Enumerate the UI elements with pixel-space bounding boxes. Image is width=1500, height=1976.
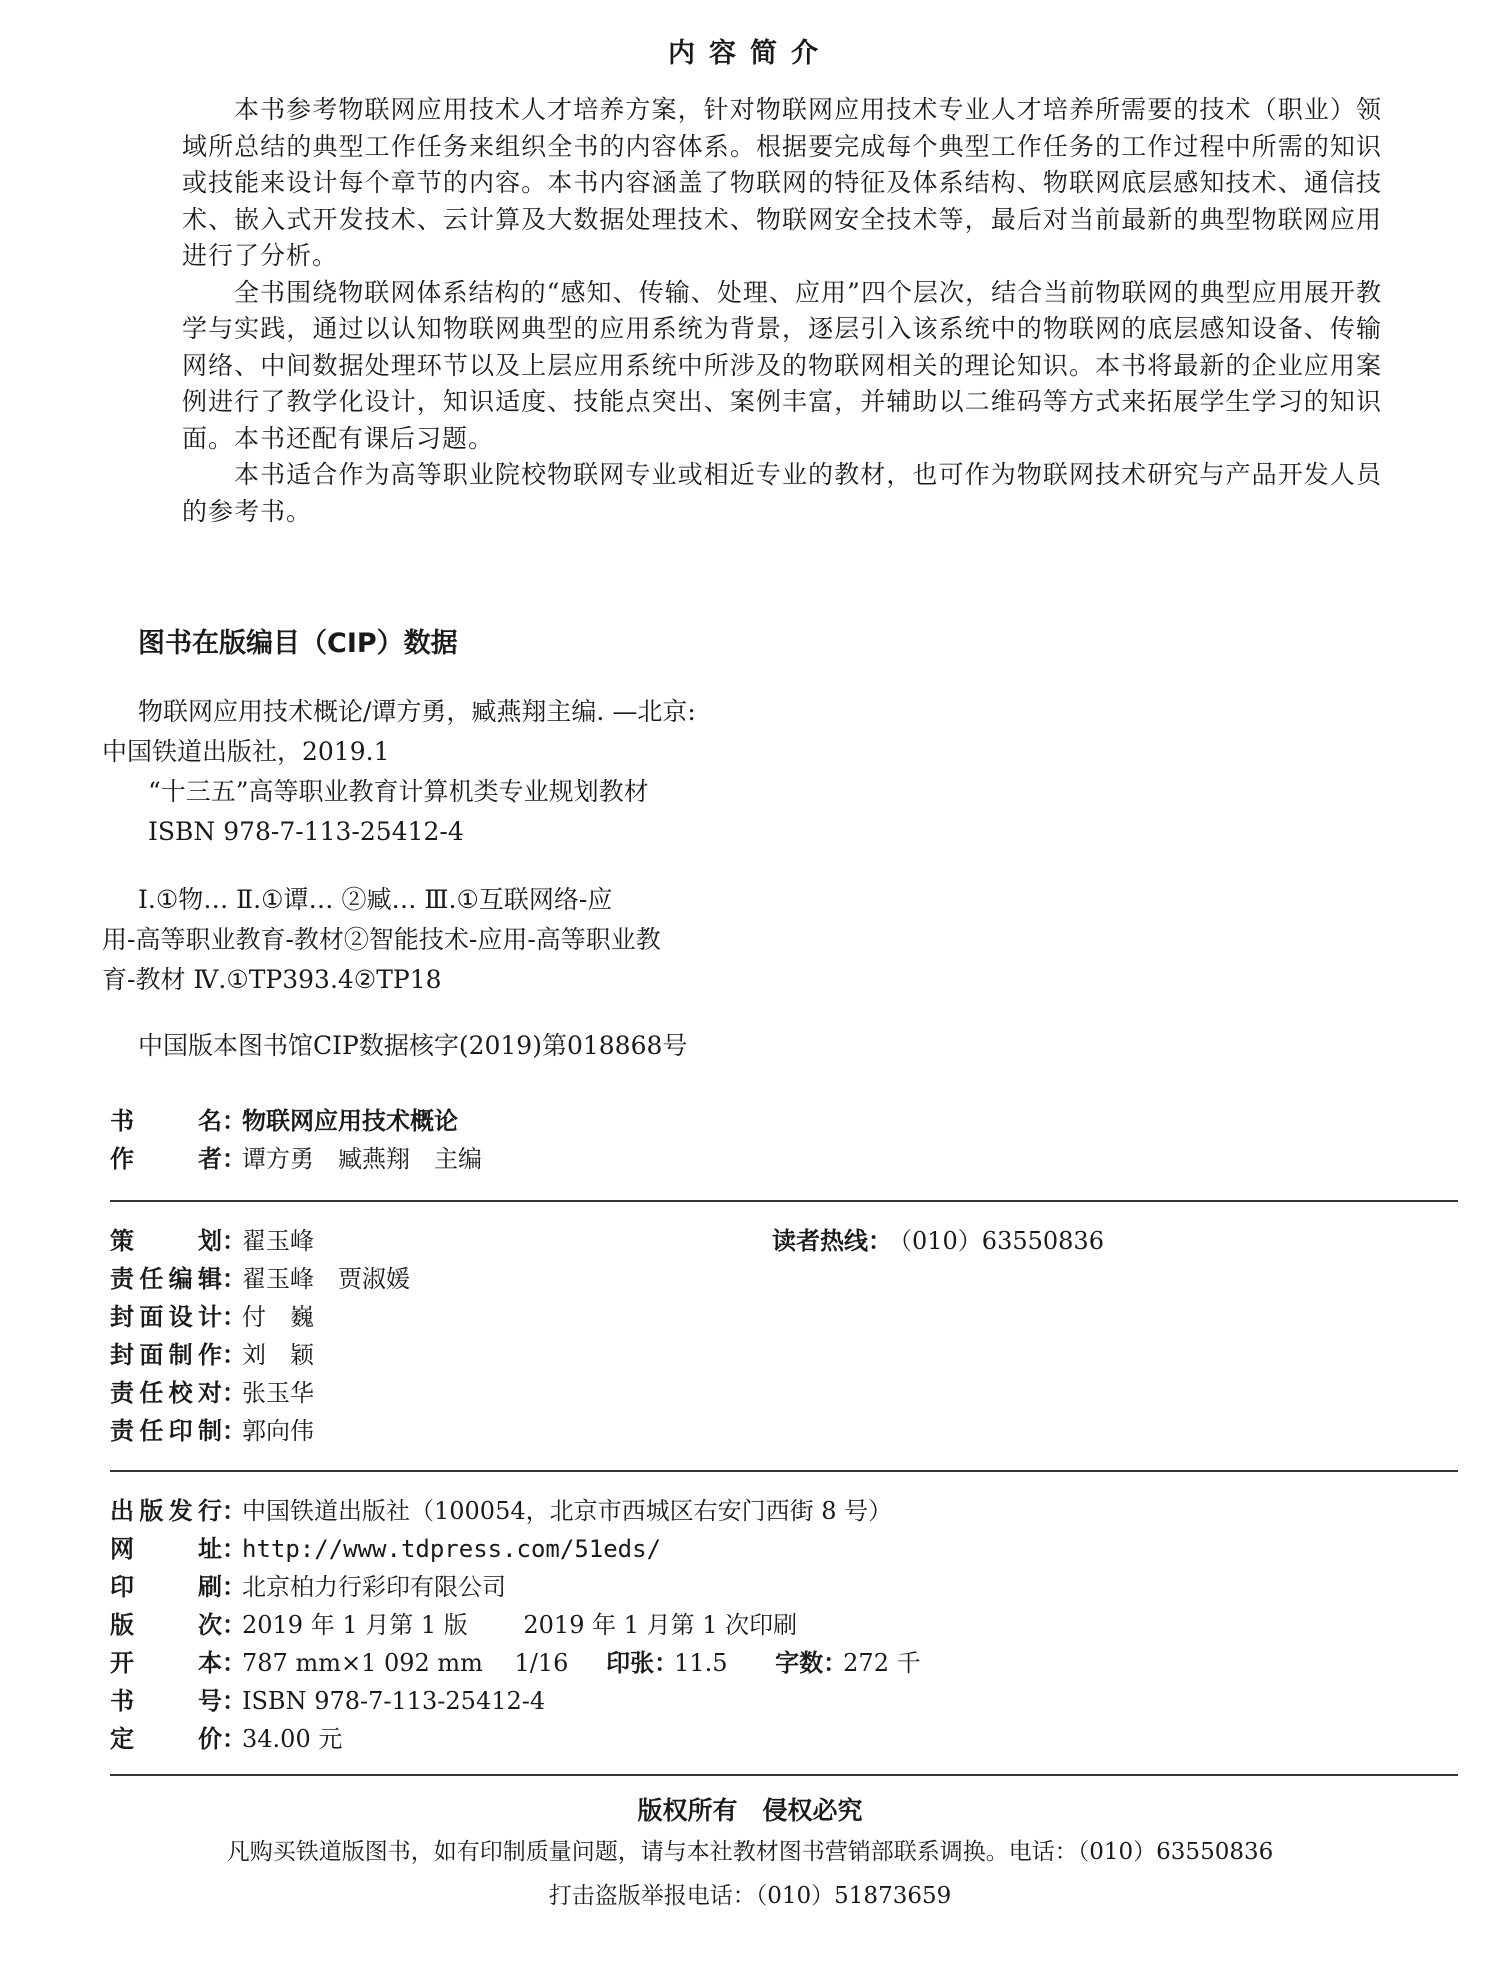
isbn-row [110,1682,545,1720]
colon: ： [222,1534,246,1563]
piracy-hotline: 打击盗版举报电话：（010）51873659 [548,1883,952,1909]
url-value: http://www.tdpress.com/51eds/ [242,1535,662,1563]
rights-notice [0,1792,1500,1830]
price-value: 34.00 元 [242,1725,343,1753]
cip-record-line: 物联网应用技术概论/谭方勇，臧燕翔主编. —北京: [138,697,696,726]
hotline-value: （010）63550836 [888,1227,1104,1255]
rights-text: 版权所有 侵权必究 [637,1796,863,1825]
printing-supervisor-label: 责任印制 [110,1417,222,1445]
proofreader-row [110,1374,314,1412]
colon: ： [222,1106,246,1135]
edition-label: 版次 [110,1611,222,1639]
cip-class-line: 用-高等职业教育-教材②智能技术-应用-高等职业教 [102,925,661,954]
colon: ： [222,1648,246,1677]
printer-label: 印刷 [110,1573,222,1601]
cover-production-label: 封面制作 [110,1341,222,1369]
publisher-row [110,1492,892,1530]
colon: ： [222,1144,246,1173]
colon: ： [222,1302,246,1331]
editor-row [110,1260,410,1298]
sheets-label: 印张 [606,1649,655,1677]
colon: ： [654,1648,679,1677]
divider [110,1200,1458,1202]
colon: ： [222,1496,246,1525]
planner-value: 翟玉峰 [242,1227,314,1255]
editor-label: 责任编辑 [110,1265,222,1293]
editor-value: 翟玉峰 贾淑媛 [242,1265,410,1293]
proofreader-label: 责任校对 [110,1379,222,1407]
cip-approval [102,1026,862,1066]
printing-supervisor-row [110,1412,314,1450]
wordcount-label: 字数 [775,1649,824,1677]
price-label: 定价 [110,1725,222,1753]
cover-design-label: 封面设计 [110,1303,222,1331]
cover-design-row [110,1298,314,1336]
reader-hotline [772,1222,1104,1260]
colon: ： [222,1610,246,1639]
book-author-value: 谭方勇 臧燕翔 主编 [242,1145,482,1173]
cip-record-line: ISBN 978-7-113-25412-4 [148,817,464,846]
book-title-value: 物联网应用技术概论 [242,1107,458,1135]
divider [110,1470,1458,1472]
planner-row [110,1222,314,1260]
cip-approval-line: 中国版本图书馆CIP数据核字(2019)第018868号 [138,1031,688,1060]
edition-row [110,1606,797,1644]
cip-record-line: 中国铁道出版社，2019.1 [102,737,390,766]
price-row [110,1720,342,1758]
isbn-label: 书号 [110,1687,222,1715]
planner-label: 策划 [110,1227,222,1255]
sheets-value: 11.5 [674,1649,728,1677]
printer-value: 北京柏力行彩印有限公司 [242,1573,506,1601]
cip-heading: 图书在版编目（CIP）数据 [138,628,458,659]
hotline-label: 读者热线 [772,1227,868,1255]
publisher-value: 中国铁道出版社（100054，北京市西城区右安门西街 8 号） [242,1497,893,1525]
summary-paragraph-2: 全书围绕物联网体系结构的“感知、传输、处理、应用”四个层次，结合当前物联网的典型应用展开教学与实践，通过以认知物联网典型的应用系统为背景，逐层引入该系统中的物联网的底层感知设备、传输网络、中间数据处理环节以及上层应用系统中所涉及的物联网相关的理论知识。本书将最新的企业应用案例进行了教学化设计，知识适度、技能点突出、案例丰富，并辅助以二维码等方式来拓展学生学习的知识面。本书还配有课后习题。 [182,277,1382,453]
cover-production-value: 刘 颖 [242,1341,314,1369]
divider [110,1774,1458,1776]
wordcount-value: 272 千 [843,1649,921,1677]
cover-production-row [110,1336,314,1374]
book-author-label: 作者 [110,1145,222,1173]
book-title-label: 书名 [110,1107,222,1135]
colon: ： [222,1378,246,1407]
book-author-row [110,1140,482,1178]
format-label: 开本 [110,1649,222,1677]
publisher-label: 出版发行 [110,1497,222,1525]
colon: ： [222,1572,246,1601]
summary-body [182,92,1382,530]
printing-supervisor-value: 郭向伟 [242,1417,314,1445]
format-value: 787 mm×1 092 mm 1/16 [242,1649,569,1677]
colon: ： [222,1264,246,1293]
summary-paragraph-1: 本书参考物联网应用技术人才培养方案，针对物联网应用技术专业人才培养所需要的技术（职业）领域所总结的典型工作任务来组织全书的内容体系。根据要完成每个典型工作任务的工作过程中所需的知识或技能来设计每个章节的内容。本书内容涵盖了物联网的特征及体系结构、物联网底层感知技术、通信技术、嵌入式开发技术、云计算及大数据处理技术、物联网安全技术等，最后对当前最新的典型物联网应用进行了分析。 [182,95,1382,270]
book-title-row [110,1102,458,1140]
colon: ： [222,1724,246,1753]
quality-notice: 凡购买铁道版图书，如有印制质量问题，请与本社教材图书营销部联系调换。电话：（010）63550836 [226,1839,1274,1865]
cip-class-line: Ⅰ.①物… Ⅱ.①谭… ②臧… Ⅲ.①互联网络-应 [138,885,613,914]
cover-design-value: 付 巍 [242,1303,314,1331]
url-label: 网址 [110,1535,222,1563]
colon: ： [823,1648,848,1677]
summary-paragraph-3: 本书适合作为高等职业院校物联网专业或相近专业的教材，也可作为物联网技术研究与产品开发人员的参考书。 [182,460,1382,526]
format-row [110,1644,921,1682]
summary-title: 内容简介 [668,38,832,69]
cip-classification [102,880,862,1000]
cip-record [102,692,862,852]
isbn-value: ISBN 978-7-113-25412-4 [242,1687,546,1715]
cip-record-line: “十三五”高等职业教育计算机类专业规划教材 [148,777,649,806]
url-row [110,1530,661,1568]
colon: ： [222,1340,246,1369]
cip-class-line: 育-教材 Ⅳ.①TP393.4②TP18 [102,965,442,994]
colon: ： [222,1416,246,1445]
printer-row [110,1568,506,1606]
colon: ： [868,1226,892,1255]
colon: ： [222,1226,246,1255]
proofreader-value: 张玉华 [242,1379,314,1407]
colon: ： [222,1686,246,1715]
edition-value: 2019 年 1 月第 1 版 2019 年 1 月第 1 次印刷 [242,1611,798,1639]
